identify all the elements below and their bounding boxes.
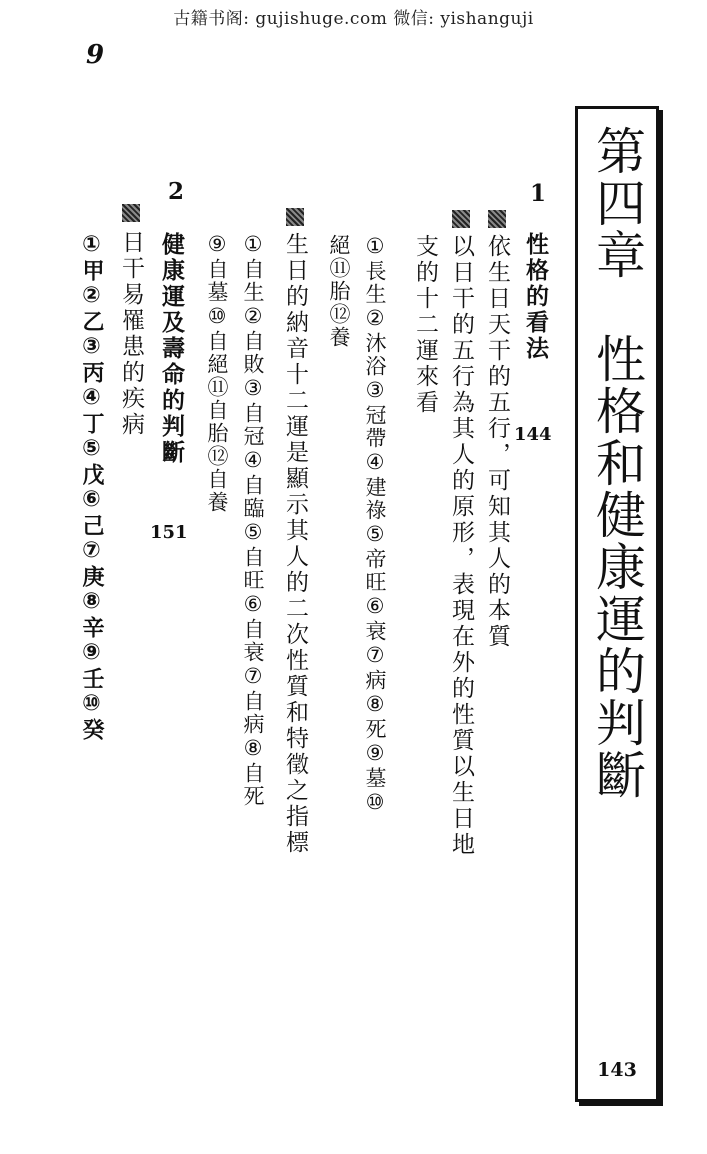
- section1-item3: 生日的納音十二運是顯示其人的二次性質和特徵之指標: [282, 232, 308, 856]
- watermark-text: 古籍书阁: gujishuge.com 微信: yishanguji: [173, 9, 534, 29]
- section1-list2-line1: ①自生②自敗③自冠④自臨⑤自旺⑥自衰⑦自病⑧自死: [241, 232, 265, 808]
- section1-item2-line1: 以日干的五行為其人的原形，表現在外的性質以生日地: [448, 234, 474, 858]
- chapter-title-box: [575, 106, 659, 1102]
- section2-number: 2: [168, 178, 185, 205]
- section2-page-number: 151: [150, 522, 188, 543]
- bullet-square-icon: [452, 210, 470, 228]
- section1-list1-line1: ①長生②沐浴③冠帶④建祿⑤帝旺⑥衰⑦病⑧死⑨墓⑩: [363, 234, 387, 816]
- section1-list1-line2: 絕⑪胎⑫養: [327, 234, 351, 349]
- bullet-square-icon: [286, 208, 304, 226]
- section2-title: 健康運及壽命的判斷: [158, 232, 185, 466]
- section2-list: ①甲②乙③丙④丁⑤戊⑥己⑦庚⑧辛⑨壬⑩癸: [79, 232, 104, 742]
- bullet-square-icon: [488, 210, 506, 228]
- section1-item2-line2: 支的十二運來看: [412, 234, 438, 416]
- chapter-title: 第四章 性格和健康運的判斷: [588, 125, 646, 801]
- section1-page-number: 144: [514, 424, 552, 445]
- section2-item1: 日干易罹患的疾病: [118, 230, 144, 438]
- section1-list2-line2: ⑨自墓⑩自絕⑪自胎⑫自養: [205, 232, 229, 514]
- chapter-page-number: 143: [597, 1059, 637, 1081]
- section1-item1: 依生日天干的五行，可知其人的本質: [484, 234, 510, 650]
- page-marker: 9: [86, 40, 105, 70]
- bullet-square-icon: [122, 204, 140, 222]
- section1-title: 性格的看法: [522, 232, 549, 362]
- section1-number: 1: [530, 180, 547, 207]
